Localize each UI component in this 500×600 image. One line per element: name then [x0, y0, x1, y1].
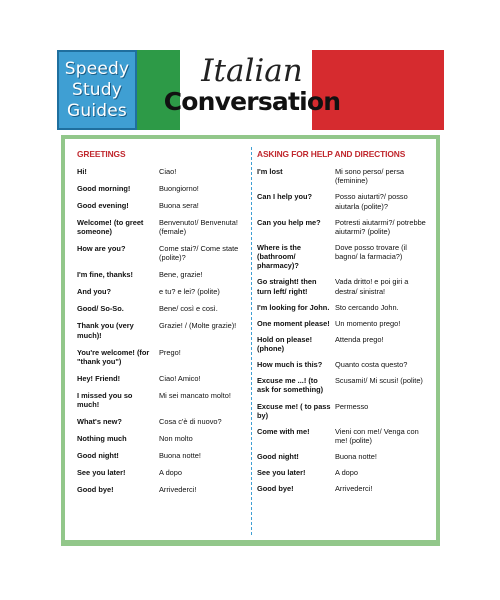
study-guide-cover	[57, 47, 444, 550]
phrase-row	[77, 417, 247, 426]
greetings-column	[77, 149, 247, 502]
phrase-row	[257, 319, 431, 328]
logo-line-1: Speedy	[64, 58, 130, 79]
english-phrase: Excuse me! ( to pass by)	[257, 401, 331, 420]
phrase-row	[257, 335, 431, 353]
italian-phrase: Buona notte!	[335, 452, 377, 462]
phrase-row	[257, 484, 431, 493]
phrase-row	[77, 184, 247, 193]
help-list	[257, 167, 431, 494]
english-phrase: Good night!	[257, 452, 299, 462]
italian-phrase: Scusami!/ Mi scusi! (polite)	[335, 376, 423, 386]
english-phrase: Good morning!	[77, 184, 131, 193]
english-phrase: Good evening!	[77, 201, 129, 210]
phrase-row	[257, 192, 431, 210]
english-phrase: I'm lost	[257, 167, 283, 176]
italian-phrase: Quanto costa questo?	[335, 360, 408, 370]
phrase-row	[77, 451, 247, 460]
english-phrase: Nothing much	[77, 434, 127, 444]
english-phrase: Hold on please! (phone)	[257, 334, 313, 354]
phrase-row	[257, 277, 431, 295]
speedy-study-guides-logo	[57, 50, 137, 130]
italian-phrase: e tu? e lei? (polite)	[159, 287, 220, 297]
italian-phrase: Prego!	[159, 347, 181, 357]
english-phrase: Good bye!	[77, 485, 114, 495]
english-phrase: How much is this?	[257, 360, 323, 370]
italian-phrase: A dopo	[159, 468, 183, 478]
phrase-row	[77, 287, 247, 296]
phrase-row	[77, 348, 247, 366]
help-title: ASKING FOR HELP AND DIRECTIONS	[257, 149, 406, 159]
italian-phrase: Potresti aiutarmi?/ potrebbe aiutarmi? (polite)	[335, 217, 426, 236]
phrase-row	[77, 167, 247, 176]
english-phrase: Good bye!	[257, 484, 294, 494]
italian-phrase: Un momento prego!	[335, 318, 401, 328]
phrase-row	[77, 201, 247, 210]
content-inner	[65, 139, 436, 540]
italian-phrase: Bene, grazie!	[159, 270, 203, 280]
english-phrase: Thank you (very much)!	[77, 321, 134, 340]
english-phrase: Go straight! then turn left/ right!	[257, 277, 317, 296]
phrase-row	[257, 218, 431, 236]
english-phrase: And you?	[77, 287, 112, 297]
phrase-row	[77, 244, 247, 262]
phrase-row	[77, 485, 247, 494]
italian-phrase: Buona sera!	[159, 201, 199, 210]
italian-phrase: Benvenuto!/ Benvenuta! (female)	[159, 218, 238, 237]
phrase-row	[77, 468, 247, 477]
phrase-row	[77, 391, 247, 409]
italian-phrase: Cosa c'è di nuovo?	[159, 417, 222, 427]
column-divider	[251, 147, 252, 535]
english-phrase: Where is the (bathroom/ pharmacy)?	[257, 242, 301, 271]
english-phrase: Good/ So-So.	[77, 304, 124, 314]
italian-phrase: Posso aiutarti?/ posso aiutarla (polite)?	[335, 192, 408, 211]
phrase-row	[77, 218, 247, 236]
english-phrase: I'm fine, thanks!	[77, 270, 133, 280]
italian-phrase: Ciao!	[159, 167, 177, 176]
italian-phrase: Bene/ così e così.	[159, 304, 218, 314]
italian-phrase: Arrivederci!	[335, 484, 373, 494]
italian-phrase: Mi sei mancato molto!	[159, 390, 231, 400]
italian-phrase: Attenda prego!	[335, 334, 384, 344]
content-panel	[61, 135, 440, 546]
italian-phrase: Ciao! Amico!	[159, 373, 201, 383]
phrase-row	[77, 270, 247, 279]
italian-phrase: Grazie! / (Molte grazie)!	[159, 321, 237, 331]
english-phrase: Hi!	[77, 167, 87, 176]
phrase-row	[257, 360, 431, 369]
phrase-row	[257, 167, 431, 185]
english-phrase: You're welcome! (for "thank you")	[77, 347, 150, 366]
header	[57, 47, 444, 130]
logo-line-3: Guides	[67, 100, 127, 121]
phrase-row	[257, 427, 431, 445]
italian-phrase: Non molto	[159, 434, 193, 444]
greetings-list	[77, 167, 247, 494]
logo-line-2: Study	[71, 79, 123, 100]
english-phrase: Welcome! (to greet someone)	[77, 218, 144, 237]
english-phrase: Come with me!	[257, 426, 310, 436]
english-phrase: See you later!	[77, 468, 126, 478]
italian-phrase: Come stai?/ Come state (polite)?	[159, 244, 239, 263]
phrase-row	[257, 468, 431, 477]
english-phrase: How are you?	[77, 244, 126, 254]
help-column	[257, 149, 431, 500]
italian-phrase: Dove posso trovare (il bagno/ la farmacia?)	[335, 242, 407, 262]
title-italian: Italian	[201, 53, 303, 89]
english-phrase: Can you help me?	[257, 217, 321, 227]
english-phrase: Hey! Friend!	[77, 373, 121, 383]
phrase-row	[77, 304, 247, 313]
italian-phrase: Buona notte!	[159, 451, 201, 461]
greetings-title: GREETINGS	[77, 149, 126, 159]
italian-phrase: Vieni con me!/ Venga con me! (polite)	[335, 426, 419, 446]
italian-phrase: Arrivederci!	[159, 485, 197, 495]
phrase-row	[77, 374, 247, 383]
english-phrase: I'm looking for John.	[257, 302, 330, 312]
italian-phrase: Buongiorno!	[159, 184, 199, 193]
phrase-row	[257, 303, 431, 312]
phrase-row	[77, 434, 247, 443]
english-phrase: Good night!	[77, 451, 119, 461]
italian-phrase: Sto cercando John.	[335, 302, 399, 312]
english-phrase: Can I help you?	[257, 192, 313, 202]
italian-phrase: Permesso	[335, 401, 369, 411]
italian-phrase: Mi sono perso/ persa (feminine)	[335, 167, 405, 186]
title-conversation: Conversation	[163, 87, 341, 116]
english-phrase: What's new?	[77, 417, 122, 427]
phrase-row	[77, 321, 247, 339]
english-phrase: Excuse me ...! (to ask for something)	[257, 376, 324, 395]
english-phrase: One moment please!	[257, 318, 330, 328]
phrase-row	[257, 243, 431, 271]
italian-phrase: A dopo	[335, 468, 359, 478]
english-phrase: I missed you so much!	[77, 390, 133, 410]
english-phrase: See you later!	[257, 468, 306, 478]
phrase-row	[257, 376, 431, 394]
italian-phrase: Vada dritto! e poi giri a destra/ sinistra!	[335, 277, 409, 296]
phrase-row	[257, 452, 431, 461]
phrase-row	[257, 402, 431, 420]
